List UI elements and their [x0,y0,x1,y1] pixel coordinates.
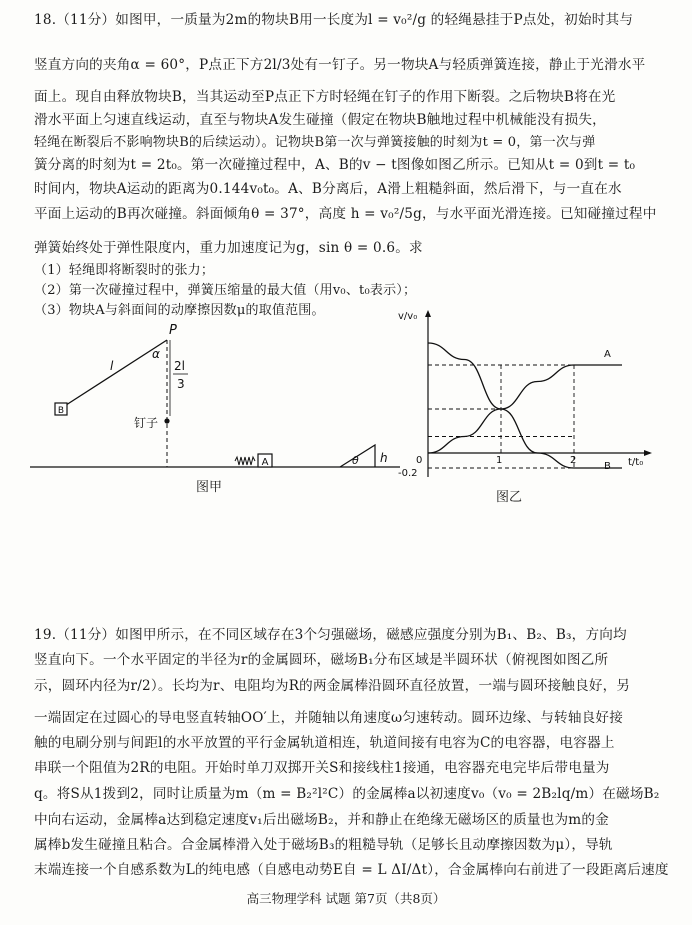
p18-line-6: 簧分离的时刻为t = 2t₀。第一次碰撞过程中，A、B的v − t图像如图乙所示。已知从t = 0到t = t₀ [34,157,636,173]
incline-h-label: h [380,451,388,465]
chart-tick-1: 1 [496,455,503,466]
p18-line-1: 18.（11分）如图甲，一质量为2m的物块B用一长度为l = v₀²/g 的轻绳悬挂于P点处，初始时其与 [34,12,634,28]
series-b-label: B [604,461,611,472]
nail-label: 钉子 [134,416,159,430]
p19-line-8: 中向右运动，金属棒a达到稳定速度v₁后出磁场B₂，并和静止在绝缘无磁场区的质量也为m的金 [34,812,609,828]
dim-3-label: 3 [177,377,185,391]
page-footer: 高三物理学科 试题 第7页（共8页） [246,891,446,906]
p18-question-1: （1）轻绳即将断裂时的张力； [34,263,215,278]
chart-tick-2: 2 [570,455,577,466]
p19-line-1: 19.（11分）如图甲所示，在不同区域存在3个匀强磁场，磁感应强度分别为B₁、B₂、B₃，方向均 [34,627,627,643]
incline-theta-label: θ [352,454,359,467]
p18-line-2: 竖直方向的夹角α = 60°，P点正下方2l/3处有一钉子。另一物块A与轻质弹簧连接，静止于光滑水平 [34,57,646,73]
point-p-label: P [169,323,177,338]
series-a-label: A [604,349,611,360]
p18-line-5: 轻绳在断裂后不影响物块B的后续运动）。记物块B第一次与弹簧接触的时刻为t = 0，第一次与弹 [34,135,596,150]
p19-line-6: 串联一个阻值为2R的电阻。开始时单刀双掷开关S和接线柱1接通，电容器充电完毕后带电量为 [34,760,610,776]
figure-yi-caption: 图乙 [496,490,523,505]
figure-yi-chart [392,305,662,485]
p18-line-3: 面上。现自由释放物块B，当其运动至P点正下方时轻绳在钉子的作用下断裂。之后物块B将在光 [34,89,616,105]
block-a-label: A [261,457,269,468]
p19-line-3: 示，圆环内径为r/2）。长均为r、电阻均为R的两金属棒沿圆环直径放置，一端与圆环接触良好，另 [34,678,631,694]
p18-line-9: 弹簧始终处于弹性限度内，重力加速度记为g，sin θ = 0.6。求 [34,240,423,256]
chart-axes [425,310,652,477]
chart-ylabel: v/v₀ [398,311,418,322]
p19-line-9: 属棒b发生碰撞且粘合。合金属棒滑入处于磁场B₃的粗糙导轨（足够长且动摩擦因数为μ），导轨 [34,837,613,853]
p19-line-10: 末端连接一个自感系数为L的纯电感（自感电动势E自 = L ΔI/Δt），合金属棒向右前进了一段距离后速度 [34,862,669,878]
chart-tick-0: 0 [416,455,423,466]
p18-line-7: 时间内，物块A运动的距离为0.144v₀t₀。A、B分离后，A滑上粗糙斜面，然后滑下，与一直在水 [34,181,622,197]
p19-line-2: 竖直向下。一个水平固定的半径为r的金属圆环，磁场B₁分布区域是半圆环状（俯视图如图乙所 [34,652,609,668]
block-b-label: B [57,406,65,416]
y-axis-arrow [425,310,431,317]
p19-line-4: 一端固定在过圆心的导电竖直转轴OO′上，并随轴以角速度ω匀速转动。圆环边缘、与转轴良好接 [34,710,624,726]
series-b-curve [428,343,622,468]
p18-line-8: 平面上运动的B再次碰撞。斜面倾角θ = 37°，高度 h = v₀²/5g，与水平面光滑连接。已知碰撞过程中 [34,206,657,222]
p19-line-7: q。将S从1拨到2，同时让质量为m（m = B₂²l²C）的金属棒a以初速度v₀（v₀ = 2B₂lq/m）在磁场B₂ [34,786,660,802]
chart-series [428,343,622,468]
dim-2l-label: 2l [174,359,185,373]
x-axis-arrow [644,450,652,456]
p18-question-2: （2）第一次碰撞过程中，弹簧压缩量的最大值（用v₀、t₀表示）； [34,283,417,298]
chart-xlabel: t/t₀ [628,457,644,468]
nail-dot [164,418,169,423]
rope-length-label: l [110,359,114,373]
figure-jia [30,320,400,500]
p19-line-5: 触的电刷分别与间距l的水平放置的平行金属轨道相连，轨道间接有电容为C的电容器，电容器上 [34,735,615,751]
p18-question-3: （3）物块A与斜面间的动摩擦因数μ的取值范围。 [34,303,325,318]
p18-line-4: 滑水平面上匀速直线运动，直至与物块A发生碰撞（假定在物块B触地过程中机械能没有损失， [34,112,606,128]
chart-tick-neg: -0.2 [398,468,418,479]
spring-icon [235,457,255,465]
figure-jia-caption: 图甲 [196,480,223,495]
angle-alpha-label: α [152,347,160,361]
